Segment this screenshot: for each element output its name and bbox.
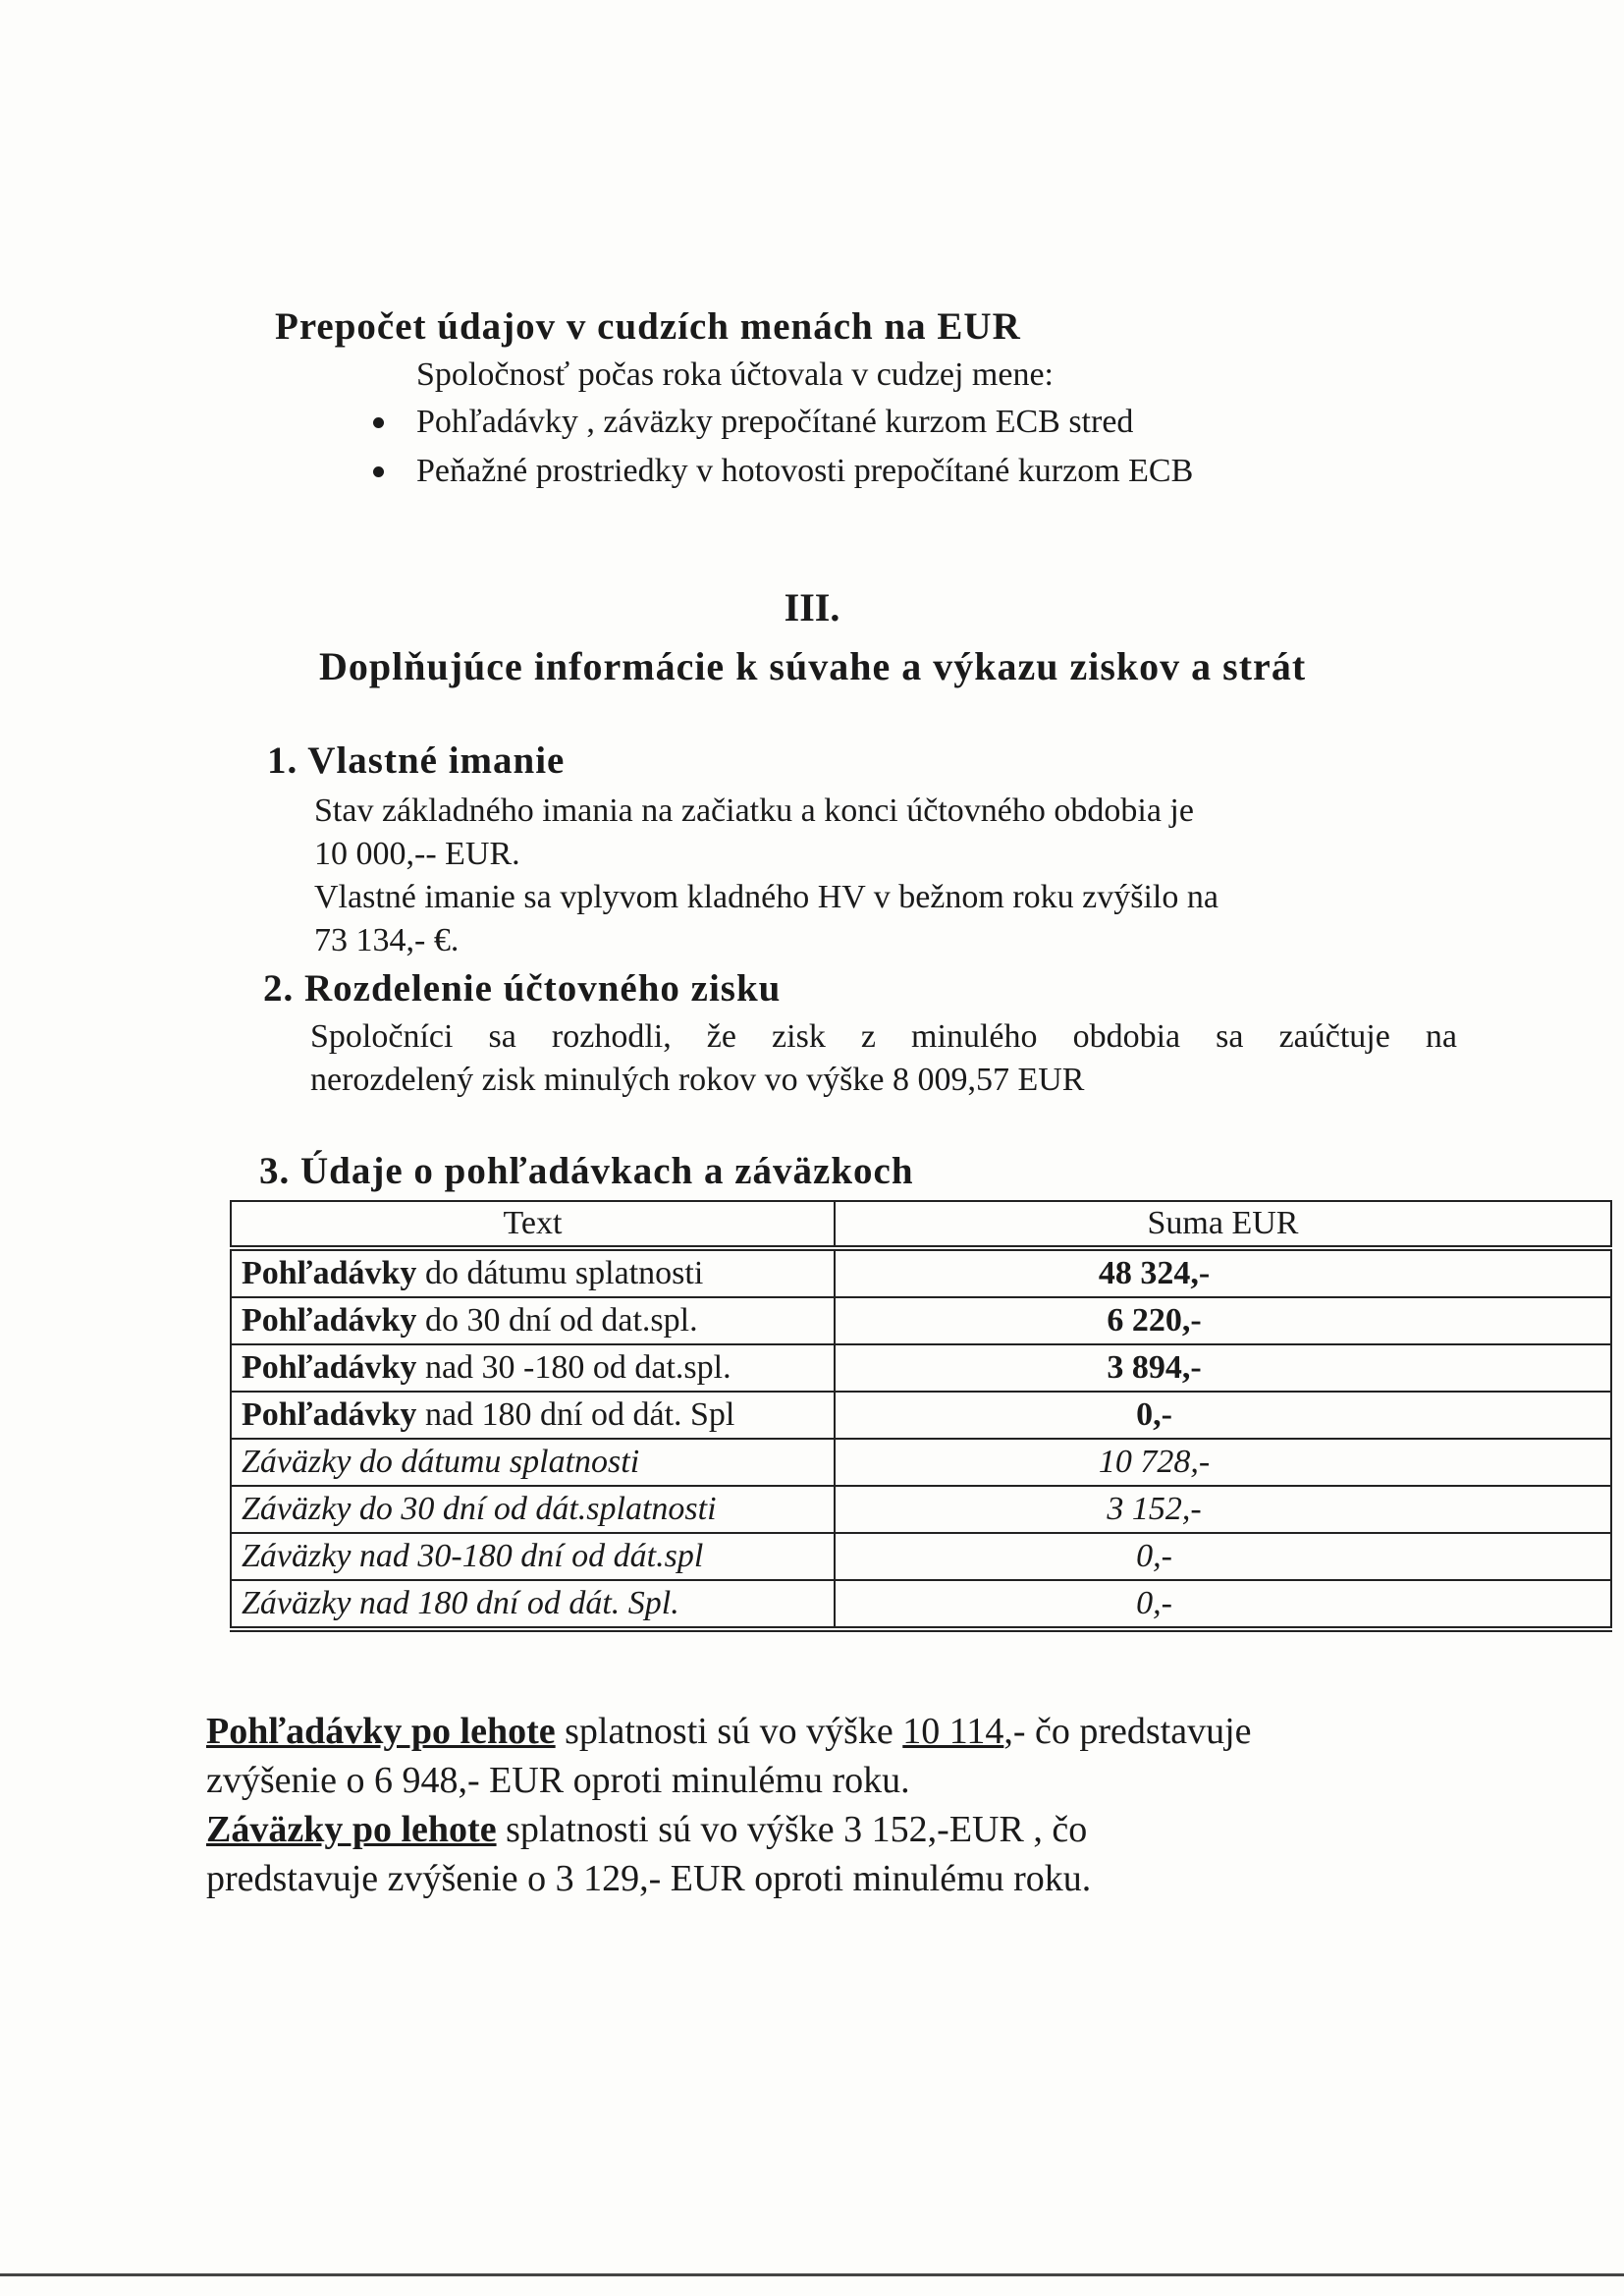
section-title: Doplňujúce informácie k súvahe a výkazu ziskov a strát: [319, 644, 1307, 688]
table-row: Záväzky nad 30-180 dní od dát.spl 0,-: [231, 1533, 1611, 1580]
payables-summary-line2: predstavuje zvýšenie o 3 129,- EUR oproti minulému roku.: [206, 1858, 1092, 1899]
bullet-icon: [373, 466, 384, 477]
list-item: Pohľadávky , záväzky prepočítané kurzom ECB stred: [353, 398, 1193, 447]
list-item: Peňažné prostriedky v hotovosti prepočítané kurzom ECB: [353, 447, 1193, 496]
item3-heading: 3. Údaje o pohľadávkach a záväzkoch: [259, 1150, 914, 1192]
table-row: Pohľadávky nad 30 -180 od dat.spl. 3 894,-: [231, 1344, 1611, 1392]
table-row: Záväzky nad 180 dní od dát. Spl. 0,-: [231, 1580, 1611, 1629]
bullet-icon: [373, 417, 384, 428]
column-header-sum: Suma EUR: [835, 1201, 1611, 1248]
table-row: Pohľadávky do 30 dní od dat.spl. 6 220,-: [231, 1297, 1611, 1344]
item2-heading: 2. Rozdelenie účtovného zisku: [263, 967, 782, 1010]
item1-body: Stav základného imania na začiatku a konci účtovného obdobia je 10 000,-- EUR. Vlastné imanie sa vplyvom kladného HV v bežnom roku zvýšilo na 73 134,- €.: [314, 793, 1218, 958]
table-row: Záväzky do 30 dní od dát.splatnosti 3 152,-: [231, 1486, 1611, 1533]
table-row: Pohľadávky nad 180 dní od dát. Spl 0,-: [231, 1392, 1611, 1439]
item1-heading: 1. Vlastné imanie: [267, 739, 566, 782]
table-row: Záväzky do dátumu splatnosti 10 728,-: [231, 1439, 1611, 1486]
payables-summary-line1: Záväzky po lehote splatnosti sú vo výške 3 152,-EUR , čo: [206, 1809, 1088, 1850]
currency-section-title: Prepočet údajov v cudzích menách na EUR: [275, 305, 1021, 348]
receivables-summary-line2: zvýšenie o 6 948,- EUR oproti minulému roku.: [206, 1760, 910, 1801]
item2-body: Spoločníci sa rozhodli, že zisk z minulého obdobia sa zaúčtuje na nerozdelený zisk minulých rokov vo výške 8 009,57 EUR: [310, 1018, 1457, 1098]
currency-intro: Spoločnosť počas roka účtovala v cudzej mene:: [416, 356, 1054, 393]
column-header-text: Text: [231, 1201, 835, 1248]
currency-bullets: [353, 398, 1193, 496]
receivables-summary-line1: Pohľadávky po lehote splatnosti sú vo výške 10 114,- čo predstavuje: [206, 1711, 1252, 1752]
table-header-row: [231, 1201, 1611, 1248]
section-roman-numeral: III.: [784, 585, 840, 629]
receivables-payables-table: [230, 1200, 1612, 1632]
table-row: Pohľadávky do dátumu splatnosti 48 324,-: [231, 1248, 1611, 1297]
overdue-summary: [206, 1707, 1483, 1903]
scan-bottom-edge: [0, 2273, 1624, 2276]
